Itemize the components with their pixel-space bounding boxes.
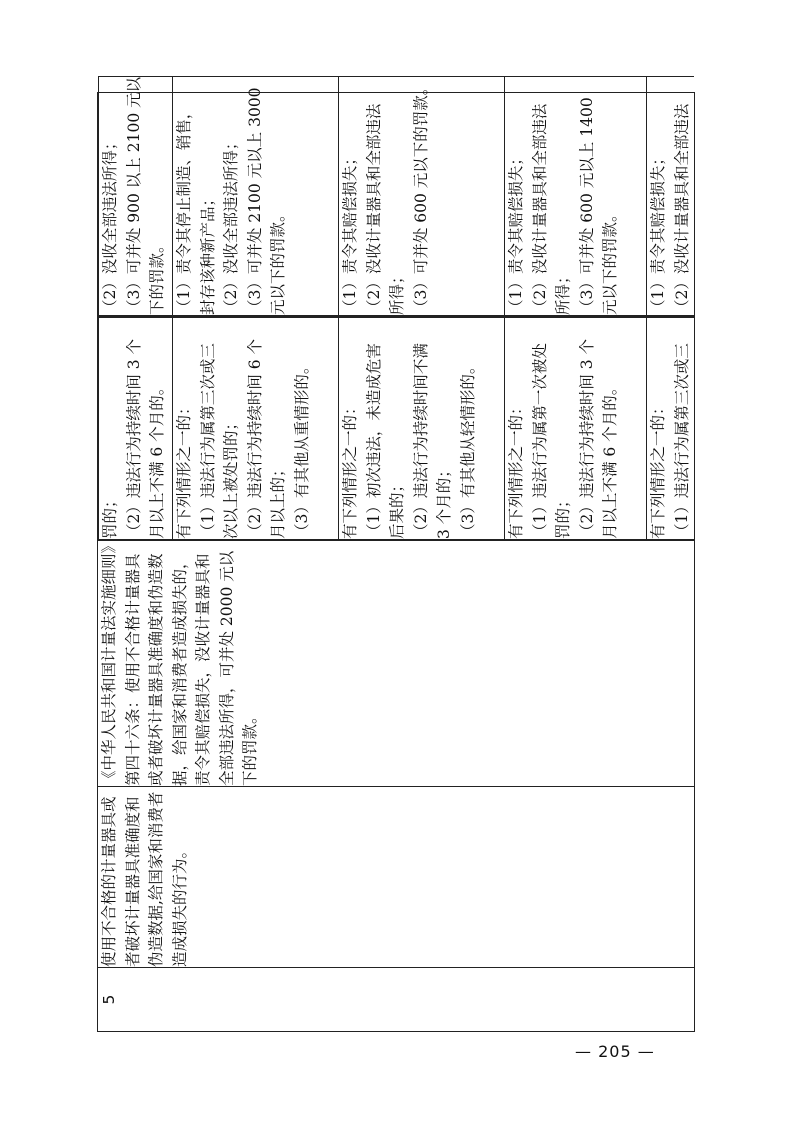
violation-act-cell: 使用不合格的计量器具或者破坏计量器具准确度和伪造数据,给国家和消费者造成损失的行为。 bbox=[98, 787, 695, 968]
circumstance-line: （3）有其他从轻情形的。 bbox=[458, 358, 477, 539]
penalty-line: （3）可并处 600 元以下的罚款。 bbox=[411, 79, 430, 315]
circumstance-line: 罚的； bbox=[101, 492, 119, 539]
penalty-line: （3）可并处 2100 元以上 3000 bbox=[245, 87, 264, 315]
circumstance-line: （1）违法行为属第三次或三 bbox=[672, 343, 691, 539]
penalty-line: （2）没收计量器具和全部违法 bbox=[364, 103, 383, 315]
penalty-table bbox=[97, 76, 695, 1032]
penalty-line: （2）没收全部违法所得； bbox=[222, 134, 240, 315]
circumstance-line: （3）有其他从重情形的。 bbox=[292, 358, 311, 539]
penalty-line: 封存该种新产品； bbox=[198, 190, 217, 315]
circumstance-line: 后果的； bbox=[388, 476, 406, 539]
circumstance-segment bbox=[339, 318, 505, 540]
penalty-line: （1）责令其赔偿损失； bbox=[649, 150, 667, 315]
circumstance-line: 3 个月的； bbox=[435, 462, 453, 539]
circumstance-line: （2）违法行为持续时间 6 个 bbox=[245, 338, 264, 539]
legal-basis-cell: 《中华人民共和国计量法实施细则》第四十六条：使用不合格计量器具或者破坏计量器具准确度和伪造数据，给国家和消费者造成损失的，责令其赔偿损失，没收计量器具和全部违法所得，可并处 2000 元以下的罚款。 bbox=[98, 541, 695, 787]
penalty-row bbox=[647, 76, 695, 315]
penalties-cell bbox=[98, 76, 695, 317]
penalty-row bbox=[99, 76, 173, 315]
penalty-line: （1）责令其赔偿损失； bbox=[341, 150, 359, 315]
circumstance-line: （1）违法行为属第三次或三 bbox=[198, 343, 217, 539]
circumstance-row bbox=[647, 318, 695, 540]
penalty-row bbox=[173, 76, 339, 315]
table-row bbox=[98, 93, 695, 1032]
penalty-line: （1）责令其赔偿损失； bbox=[507, 150, 525, 315]
circumstance-segment bbox=[505, 318, 647, 540]
penalty-row bbox=[505, 76, 647, 315]
row-number-cell: 5 bbox=[98, 968, 695, 1032]
penalty-line: （2）没收计量器具和全部违法 bbox=[672, 103, 691, 315]
circumstance-line: 月以上不满 6 个月的。 bbox=[148, 379, 166, 539]
circumstances-cell bbox=[98, 317, 695, 541]
penalties-subtable bbox=[98, 76, 694, 316]
penalty-line: （3）可并处 900 以上 2100 元以 bbox=[124, 76, 143, 315]
circumstance-line: 有下列情形之一的： bbox=[175, 399, 193, 539]
penalty-segment bbox=[505, 76, 647, 315]
rotated-table-wrapper bbox=[97, 76, 691, 1032]
penalty-line: 元以下的罚款。 bbox=[269, 206, 287, 315]
circumstance-row bbox=[339, 318, 505, 540]
penalty-segment bbox=[173, 76, 339, 315]
penalty-segment bbox=[647, 76, 695, 315]
penalty-line: （1）责令其停止制造、销售， bbox=[175, 103, 193, 315]
penalty-segment bbox=[99, 76, 173, 315]
circumstance-line: 月以上的； bbox=[269, 461, 287, 539]
penalty-line: 下的罚款。 bbox=[148, 237, 166, 315]
circumstances-subtable bbox=[98, 317, 694, 540]
circumstance-line: 有下列情形之一的： bbox=[507, 399, 525, 539]
penalty-line: 所得； bbox=[554, 268, 572, 315]
circumstance-row bbox=[505, 318, 647, 540]
penalty-line: 所得； bbox=[388, 268, 406, 315]
circumstance-line: 有下列情形之一的： bbox=[341, 399, 359, 539]
page-number: — 205 — bbox=[575, 1042, 655, 1061]
circumstance-segment bbox=[99, 318, 173, 540]
penalty-line: （2）没收计量器具和全部违法 bbox=[530, 103, 549, 315]
circumstance-row bbox=[99, 318, 173, 540]
circumstance-row bbox=[173, 318, 339, 540]
circumstance-segment bbox=[173, 318, 339, 540]
circumstance-line: （2）违法行为持续时间 3 个 bbox=[577, 338, 596, 539]
circumstance-line: （2）违法行为持续时间不满 bbox=[411, 343, 430, 539]
circumstance-line: （2）违法行为持续时间 3 个 bbox=[124, 338, 143, 539]
penalty-row bbox=[339, 76, 505, 315]
penalty-line: （3）可并处 600 元以上 1400 bbox=[577, 97, 596, 315]
penalty-line: （2）没收全部违法所得； bbox=[101, 134, 119, 315]
circumstance-line: 月以上不满 6 个月的。 bbox=[601, 379, 619, 539]
penalty-line: 元以下的罚款。 bbox=[601, 206, 619, 315]
penalty-segment bbox=[339, 76, 505, 315]
circumstance-line: 次以上被处罚的； bbox=[222, 414, 240, 539]
circumstance-line: 有下列情形之一的： bbox=[649, 399, 667, 539]
circumstance-line: 罚的； bbox=[554, 492, 572, 539]
circumstance-line: （1）违法行为属第一次被处 bbox=[530, 343, 549, 539]
circumstance-line: （1）初次违法，未造成危害 bbox=[364, 343, 383, 539]
circumstance-segment bbox=[647, 318, 695, 540]
